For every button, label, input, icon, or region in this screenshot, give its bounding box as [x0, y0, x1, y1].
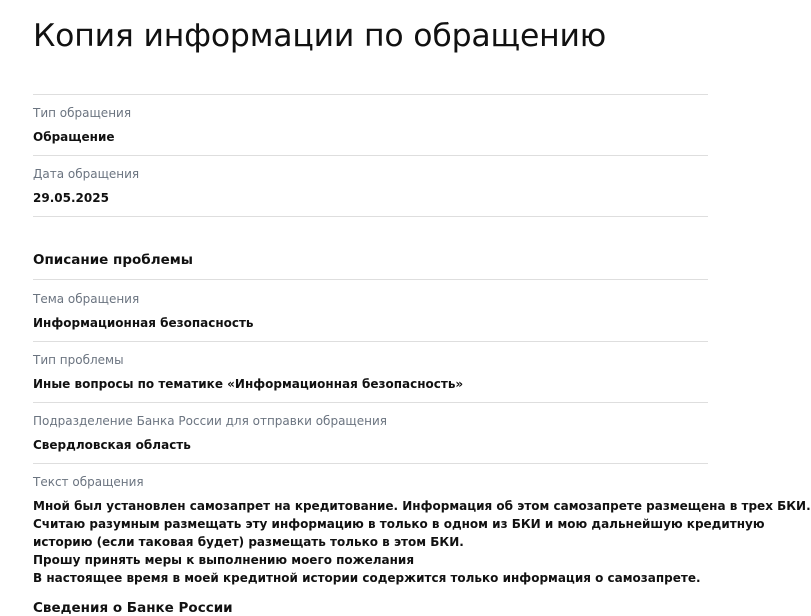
- appeal-type-value: Обращение: [33, 130, 115, 144]
- problem-type-label: Тип проблемы: [33, 353, 124, 367]
- topic-value: Информационная безопасность: [33, 316, 254, 330]
- appeal-date-value: 29.05.2025: [33, 191, 109, 205]
- divider: [33, 341, 708, 342]
- appeal-date-label: Дата обращения: [33, 167, 140, 181]
- divider: [33, 94, 708, 95]
- division-value: Свердловская область: [33, 438, 191, 452]
- next-section-heading: Сведения о Банке России: [33, 600, 233, 616]
- division-label: Подразделение Банка России для отправки обращения: [33, 414, 387, 428]
- divider: [33, 463, 708, 464]
- appeal-text-line: Прошу принять меры к выполнению моего пожелания: [33, 553, 415, 567]
- appeal-text-line: Считаю разумным размещать эту информацию в только в одном из БКИ и мою дальнейшую кредитную: [33, 517, 765, 531]
- appeal-text-label: Текст обращения: [33, 475, 144, 489]
- appeal-text-line: Мной был установлен самозапрет на кредитование. Информация об этом самозапрете размещена в трех БКИ.: [33, 499, 811, 513]
- problem-section-heading: Описание проблемы: [33, 252, 193, 268]
- divider: [33, 216, 708, 217]
- appeal-text-body: [33, 497, 811, 587]
- appeal-text-line: историю (если таковая будет) размещать только в этом БКИ.: [33, 535, 464, 549]
- divider: [33, 279, 708, 280]
- divider: [33, 402, 708, 403]
- page-title: Копия информации по обращению: [33, 18, 607, 54]
- divider: [33, 155, 708, 156]
- topic-label: Тема обращения: [33, 292, 140, 306]
- appeal-text-line: В настоящее время в моей кредитной истории содержится только информация о самозапрете.: [33, 571, 701, 585]
- problem-type-value: Иные вопросы по тематике «Информационная безопасность»: [33, 377, 464, 391]
- appeal-type-label: Тип обращения: [33, 106, 132, 120]
